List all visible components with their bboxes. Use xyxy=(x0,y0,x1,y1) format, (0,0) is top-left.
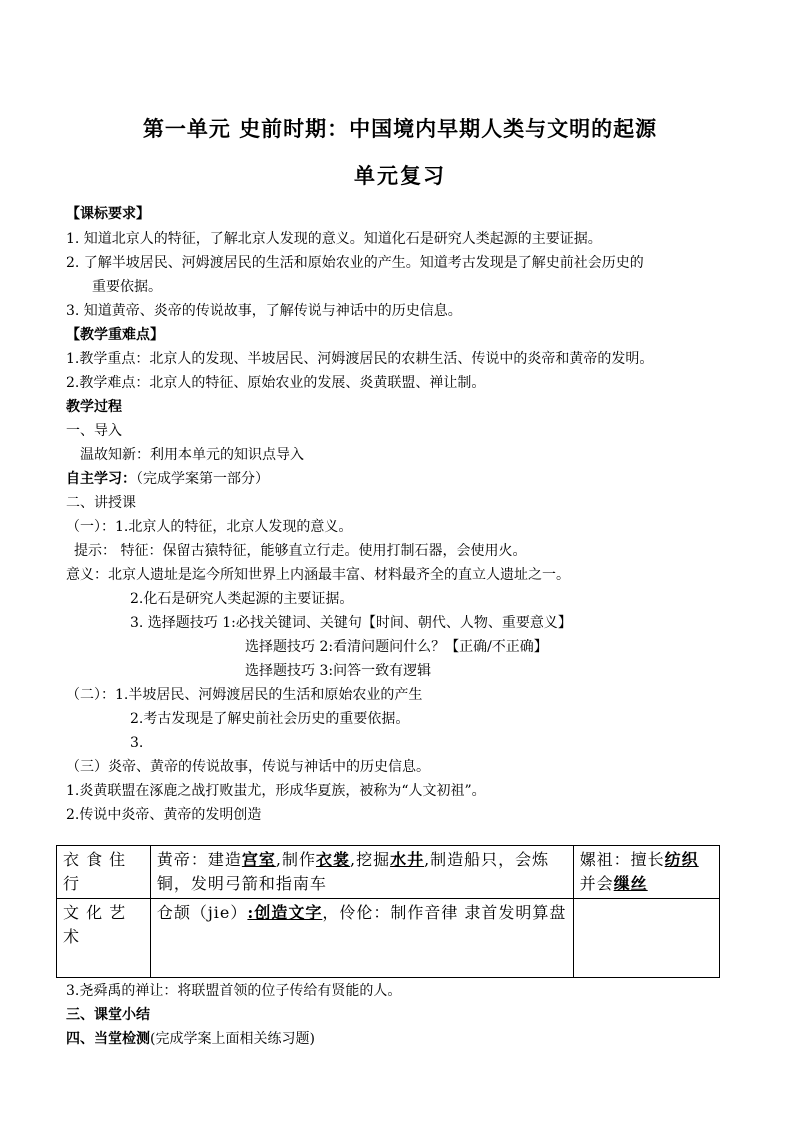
tip2-line: 选择题技巧 2:看清问题问什么？【正确/不正确】 xyxy=(245,639,548,655)
hint-line: 提示： 特征：保留古猿特征，能够直立行走。使用打制石器，会使用火。 xyxy=(74,543,527,559)
archaeology-line: 2.考古发现是了解史前社会历史的重要依据。 xyxy=(130,711,410,727)
standards-heading: 【课标要求】 xyxy=(66,206,150,222)
part3-line: （三）炎帝、黄帝的传说故事，传说与神话中的历史信息。 xyxy=(66,759,430,775)
fossil-line: 2.化石是研究人类起源的主要证据。 xyxy=(130,591,354,607)
cell-text: 嫘祖：擅长 xyxy=(579,850,665,869)
standards-item-2-cont: 重要依据。 xyxy=(92,279,162,295)
key-points-item-2: 2.教学难点：北京人的特征、原始农业的发展、炎黄联盟、禅让制。 xyxy=(66,375,486,391)
leizu-cell xyxy=(573,846,719,899)
check-line xyxy=(66,1030,315,1048)
cell-text: 并会 xyxy=(579,874,614,893)
keyword-weaving: 纺织 xyxy=(664,850,699,869)
cell-text: 黄帝：建造 xyxy=(156,850,242,869)
meaning-line: 意义：北京人遗址是迄今所知世界上内涵最丰富、材料最齐全的直立人遗址之一。 xyxy=(66,567,570,583)
cell-text: ,制造船只，会炼铜，发明弓箭和指南车 xyxy=(156,850,550,893)
tip1-line: 3. 选择题技巧 1:必找关键词、关键句【时间、朝代、人物、重要意义】 xyxy=(130,615,572,631)
cell-text: ,挖掘 xyxy=(349,850,391,869)
tip3-line: 选择题技巧 3:问答一致有逻辑 xyxy=(245,663,432,679)
table-row xyxy=(57,899,720,978)
inventions-table xyxy=(56,845,720,978)
shanrang-line: 3.尧舜禹的禅让：将联盟首领的位子传给有贤能的人。 xyxy=(66,983,402,999)
intro-text: 温故知新：利用本单元的知识点导入 xyxy=(80,447,304,463)
self-study-text: （完成学案第一部分） xyxy=(136,471,269,487)
standards-item-3: 3. 知道黄帝、炎帝的传说故事，了解传说与神话中的历史信息。 xyxy=(66,303,462,319)
cell-text: ,制作 xyxy=(275,850,316,869)
item3-line: 3. xyxy=(130,735,144,751)
key-points-item-1: 1.教学重点：北京人的发现、半坡居民、河姆渡居民的农耕生活、传说中的炎帝和黄帝的发明。 xyxy=(66,351,654,367)
cell-text: 仓颉（jie） xyxy=(156,903,248,922)
part1-line: （一）：1.北京人的特征，北京人发现的意义。 xyxy=(66,519,353,535)
intro-heading: 一、导入 xyxy=(66,423,122,439)
part2-line: （二）：1.半坡居民、河姆渡居民的生活和原始农业的产生 xyxy=(66,687,423,703)
lecture-heading: 二、讲授课 xyxy=(66,495,136,511)
alliance-line: 1.炎黄联盟在涿鹿之战打败蚩尤，形成华夏族，被称为“人文初祖”。 xyxy=(66,783,486,799)
empty-cell xyxy=(573,899,719,978)
process-heading: 教学过程 xyxy=(66,399,122,415)
self-study-label: 自主学习： xyxy=(66,471,136,487)
keyword-writing: :创造文字 xyxy=(247,903,323,922)
check-text: (完成学案上面相关练习题) xyxy=(150,1031,315,1047)
self-study-line xyxy=(66,470,269,488)
inventions-line: 2.传说中炎帝、黄帝的发明创造 xyxy=(66,807,262,823)
standards-item-1: 1. 知道北京人的特征，了解北京人发现的意义。知道化石是研究人类起源的主要证据。 xyxy=(66,231,602,247)
keyword-palace: 宫室 xyxy=(241,850,276,869)
row-label-culture-art: 文 化 艺 术 xyxy=(57,899,151,978)
summary-heading: 三、课堂小结 xyxy=(66,1007,150,1023)
page-title: 第一单元 史前时期：中国境内早期人类与文明的起源 xyxy=(142,116,658,141)
keyword-clothing: 衣裳 xyxy=(315,850,350,869)
key-points-heading: 【教学重难点】 xyxy=(66,327,164,343)
cell-text: ，伶伦：制作音律 隶首发明算盘 xyxy=(322,903,567,922)
huangdi-inventions-cell xyxy=(150,846,573,899)
check-label: 四、当堂检测 xyxy=(66,1031,150,1047)
keyword-silk: 缫丝 xyxy=(613,874,648,893)
page-subtitle: 单元复习 xyxy=(354,163,446,188)
row-label-daily-life: 衣 食 住 行 xyxy=(57,846,151,899)
table-row xyxy=(57,846,720,899)
keyword-well: 水井 xyxy=(390,850,425,869)
standards-item-2: 2. 了解半坡居民、河姆渡居民的生活和原始农业的产生。知道考古发现是了解史前社会历史的 xyxy=(66,255,644,271)
culture-inventions-cell xyxy=(150,899,573,978)
